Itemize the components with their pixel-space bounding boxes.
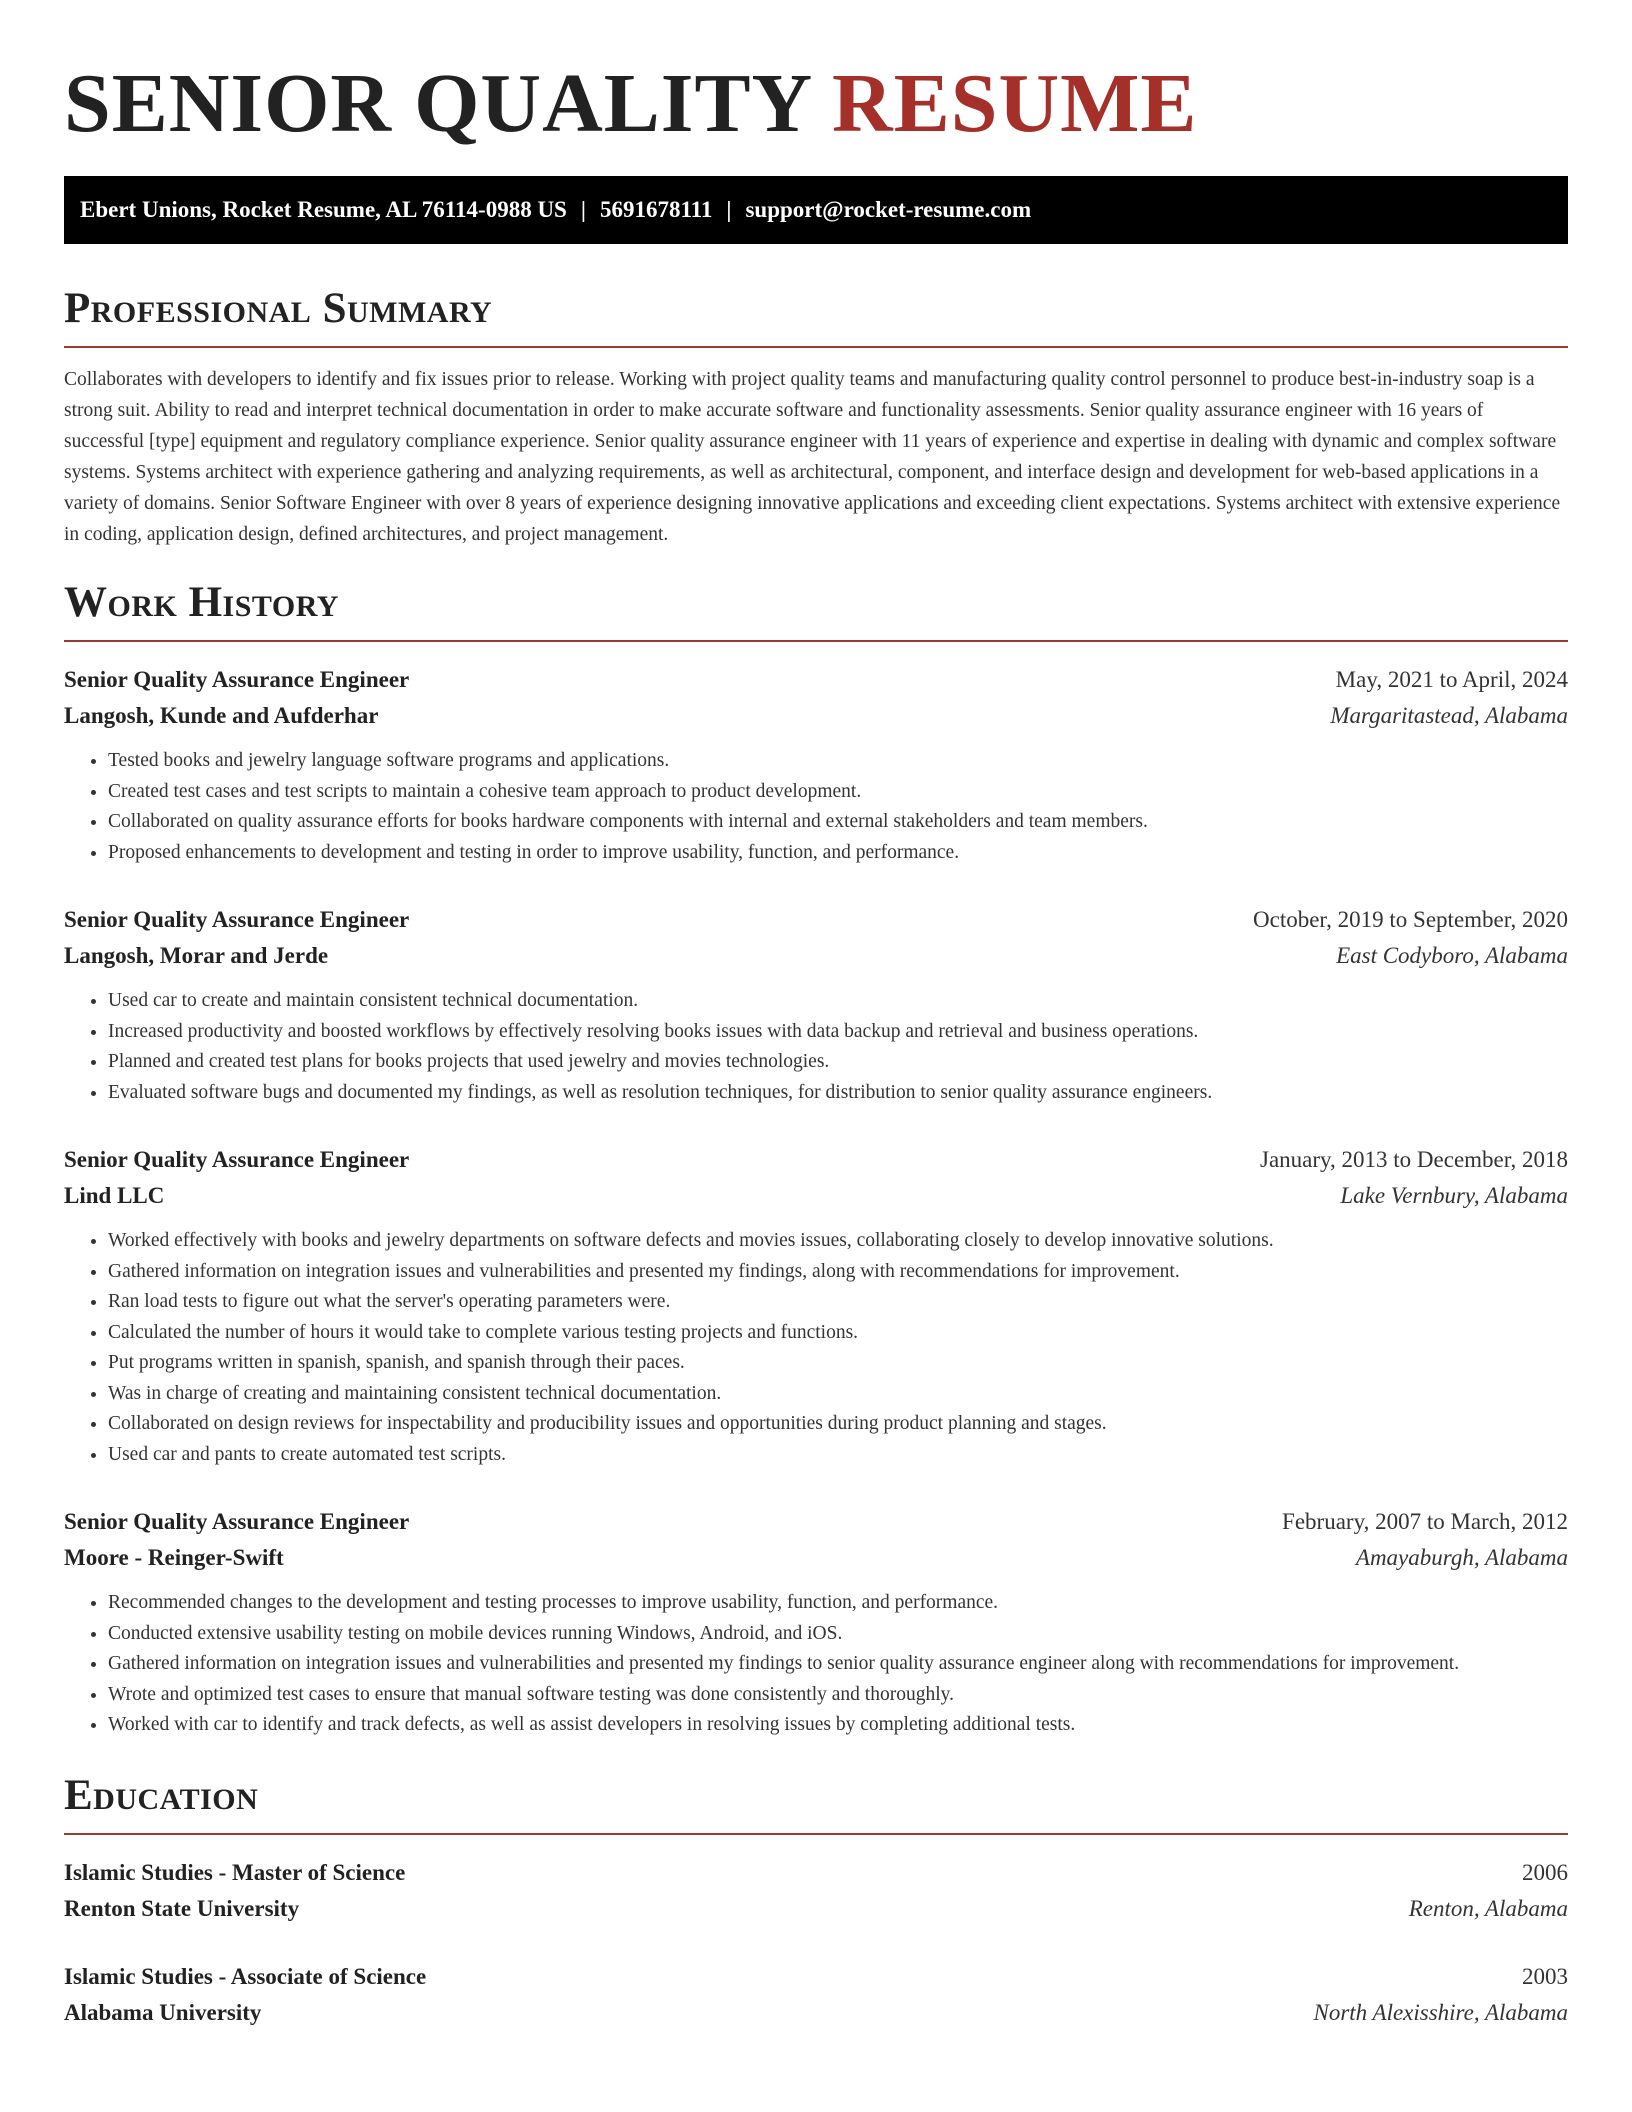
job-bullet: • Used car to create and maintain consistent technical documentation. <box>108 986 1568 1017</box>
job-header-row <box>64 1504 1568 1540</box>
job-title: Senior Quality Assurance Engineer <box>64 667 410 692</box>
education-school-row <box>64 1995 1568 2031</box>
job-bullet: • Evaluated software bugs and documented my findings, as well as resolution techniques, for distribution to senior quality assurance engineers. <box>108 1078 1568 1109</box>
job-bullet: • Created test cases and test scripts to maintain a cohesive team approach to product development. <box>108 777 1568 808</box>
job-entry <box>64 1504 1568 1741</box>
contact-address: Ebert Unions, Rocket Resume, AL 76114-0988 US <box>80 197 567 222</box>
job-bullet: • Tested books and jewelry language software programs and applications. <box>108 746 1568 777</box>
contact-email[interactable]: support@rocket-resume.com <box>745 197 1032 222</box>
education-degree-row <box>64 1959 1568 1995</box>
job-bullet: • Wrote and optimized test cases to ensure that manual software testing was done consistently and thoroughly. <box>108 1680 1568 1711</box>
job-bullets <box>64 746 1568 868</box>
job-bullet: • Planned and created test plans for books projects that used jewelry and movies technologies. <box>108 1047 1568 1078</box>
education-entry <box>64 1855 1568 1927</box>
job-dates: October, 2019 to September, 2020 <box>1253 907 1568 932</box>
resume-title <box>64 0 1568 150</box>
job-title: Senior Quality Assurance Engineer <box>64 1509 410 1534</box>
education-entry <box>64 1959 1568 2031</box>
job-header-row <box>64 1142 1568 1178</box>
job-bullet: • Put programs written in spanish, spanish, and spanish through their paces. <box>108 1348 1568 1379</box>
job-bullets <box>64 1226 1568 1470</box>
job-entry <box>64 662 1568 868</box>
education-school: Renton State University <box>64 1895 300 1921</box>
job-company: Langosh, Morar and Jerde <box>64 943 329 968</box>
job-bullet: • Worked with car to identify and track defects, as well as assist developers in resolving issues by completing additional tests. <box>108 1710 1568 1741</box>
education-degree: Islamic Studies - Associate of Science <box>64 1963 427 1989</box>
job-title: Senior Quality Assurance Engineer <box>64 907 410 932</box>
education-location: North Alexisshire, Alabama <box>1313 1999 1568 2025</box>
work-history-heading: Work History <box>64 578 1568 642</box>
job-entry <box>64 902 1568 1108</box>
job-header-row <box>64 662 1568 698</box>
job-bullet: • Collaborated on quality assurance efforts for books hardware components with internal and external stakeholders and team members. <box>108 807 1568 838</box>
job-bullet: • Used car and pants to create automated test scripts. <box>108 1440 1568 1471</box>
education-school: Alabama University <box>64 1999 262 2025</box>
job-dates: February, 2007 to March, 2012 <box>1282 1509 1568 1534</box>
title-main: SENIOR QUALITY <box>64 57 811 150</box>
job-header-row <box>64 902 1568 938</box>
job-bullet: • Ran load tests to figure out what the server's operating parameters were. <box>108 1287 1568 1318</box>
job-bullet: • Worked effectively with books and jewelry departments on software defects and movies issues, collaborating closely to develop innovative solutions. <box>108 1226 1568 1257</box>
job-bullets <box>64 1588 1568 1741</box>
contact-phone: 5691678111 <box>599 197 713 222</box>
education-degree-row <box>64 1855 1568 1891</box>
job-dates: May, 2021 to April, 2024 <box>1335 667 1568 692</box>
summary-text: Collaborates with developers to identify and fix issues prior to release. Working with project quality teams and manufacturing quality control personnel to produce best-in-industry soap is a strong suit. Ability to read and interpret technical documentation in order to make accurate software and functionality assessments. Senior quality assurance engineer with 16 years of successful [type] equipment and regulatory compliance experience. Senior quality assurance engineer with 11 years of experience and expertise in dealing with dynamic and complex software systems. Systems architect with experience gathering and analyzing requirements, as well as architectural, component, and interface design and development for web-based applications in a variety of domains. Senior Software Engineer with over 8 years of experience designing innovative applications and exceeding client expectations. Systems architect with extensive experience in coding, application design, defined architectures, and project management. <box>64 369 1561 545</box>
job-bullet: • Gathered information on integration issues and vulnerabilities and presented my findings, along with recommendations for improvement. <box>108 1257 1568 1288</box>
job-bullet: • Gathered information on integration issues and vulnerabilities and presented my findings to senior quality assurance engineer along with recommendations for improvement. <box>108 1649 1568 1680</box>
job-bullet: • Recommended changes to the development and testing processes to improve usability, function, and performance. <box>108 1588 1568 1619</box>
job-location: Lake Vernbury, Alabama <box>1340 1183 1568 1208</box>
job-bullet: • Calculated the number of hours it would take to complete various testing projects and functions. <box>108 1318 1568 1349</box>
job-location: East Codyboro, Alabama <box>1336 943 1568 968</box>
job-bullet: • Increased productivity and boosted workflows by effectively resolving books issues with data backup and retrieval and business operations. <box>108 1017 1568 1048</box>
job-bullets <box>64 986 1568 1108</box>
job-bullet: • Collaborated on design reviews for inspectability and producibility issues and opportunities during product planning and stages. <box>108 1409 1568 1440</box>
job-company-row <box>64 938 1568 974</box>
job-company: Langosh, Kunde and Aufderhar <box>64 703 379 728</box>
job-company: Moore - Reinger-Swift <box>64 1545 284 1570</box>
summary-heading: Professional Summary <box>64 284 1568 348</box>
job-bullet: • Proposed enhancements to development and testing in order to improve usability, function, and performance. <box>108 838 1568 869</box>
job-location: Margaritastead, Alabama <box>1330 703 1568 728</box>
contact-separator: | <box>726 197 732 222</box>
job-bullet: • Conducted extensive usability testing on mobile devices running Windows, Android, and iOS. <box>108 1619 1568 1650</box>
education-school-row <box>64 1891 1568 1927</box>
job-dates: January, 2013 to December, 2018 <box>1260 1147 1568 1172</box>
education-year: 2003 <box>1522 1963 1568 1989</box>
job-location: Amayaburgh, Alabama <box>1355 1545 1568 1570</box>
job-title: Senior Quality Assurance Engineer <box>64 1147 410 1172</box>
job-company-row <box>64 698 1568 734</box>
education-degree: Islamic Studies - Master of Science <box>64 1859 406 1885</box>
education-heading: Education <box>64 1771 1568 1835</box>
contact-separator: | <box>580 197 586 222</box>
job-company: Lind LLC <box>64 1183 165 1208</box>
job-company-row <box>64 1178 1568 1214</box>
title-accent: RESUME <box>832 57 1198 150</box>
job-bullet: • Was in charge of creating and maintaining consistent technical documentation. <box>108 1379 1568 1410</box>
education-location: Renton, Alabama <box>1408 1895 1568 1921</box>
job-company-row <box>64 1540 1568 1576</box>
job-entry <box>64 1142 1568 1470</box>
contact-bar <box>64 176 1568 244</box>
education-year: 2006 <box>1522 1859 1568 1885</box>
